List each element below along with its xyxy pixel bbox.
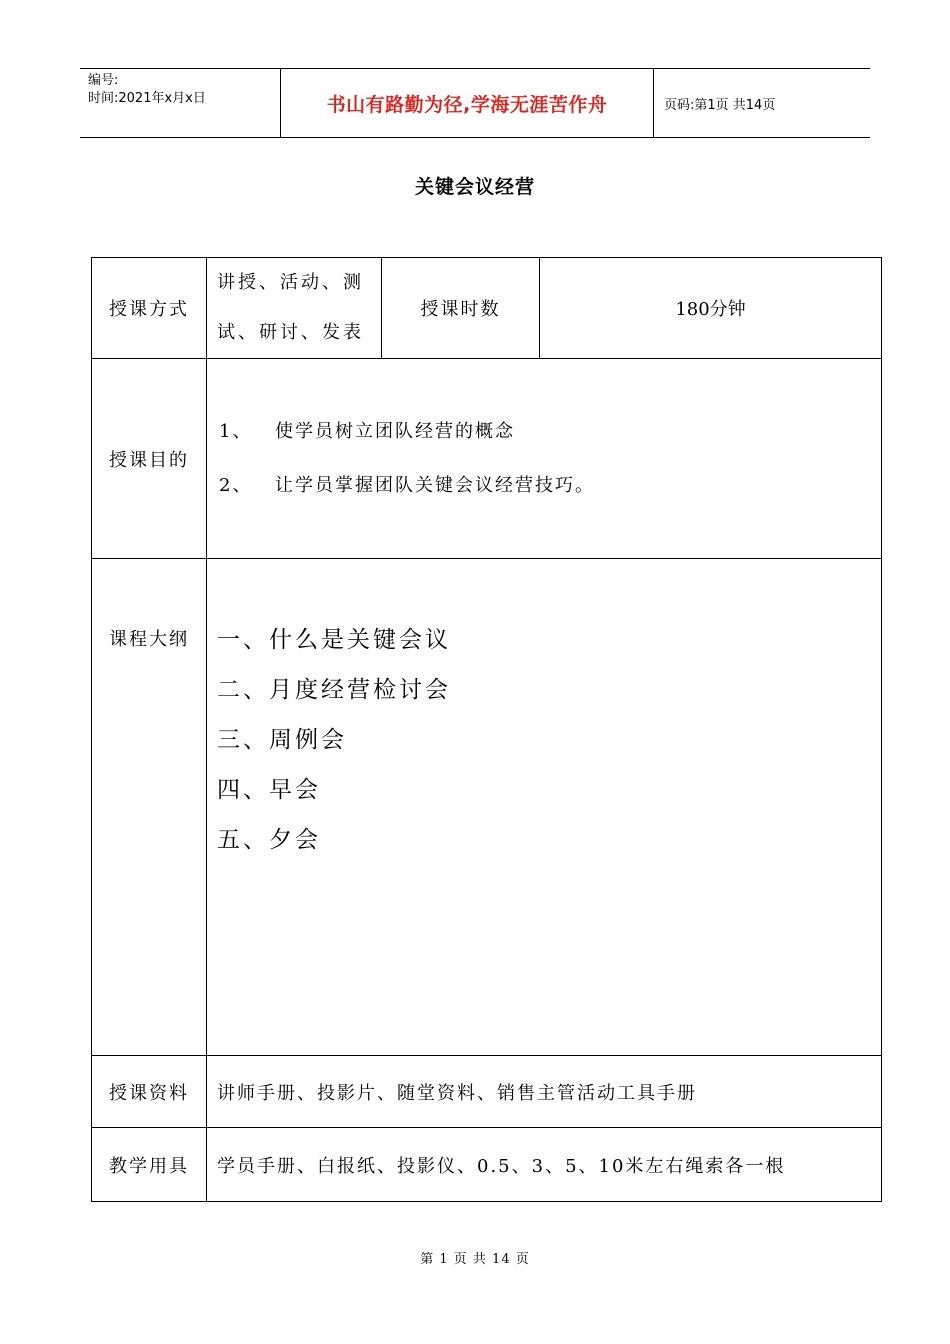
course-table xyxy=(91,257,882,1202)
list-item: 三、周例会 xyxy=(217,727,347,753)
tools-label: 教学用具 xyxy=(92,1128,207,1202)
page-header xyxy=(80,68,870,138)
table-row xyxy=(92,1056,882,1128)
materials-label: 授课资料 xyxy=(92,1056,207,1128)
hours-label: 授课时数 xyxy=(382,258,540,359)
method-value-line: 试、研讨、发表 xyxy=(217,322,364,343)
table-row xyxy=(92,258,882,359)
tools-value: 学员手册、白报纸、投影仪、0.5、3、5、10米左右绳索各一根 xyxy=(207,1128,882,1202)
list-item: 四、早会 xyxy=(217,777,321,803)
time-label: 时间:2021年x月x日 xyxy=(88,91,206,106)
header-page-info: 页码:第1页 共14页 xyxy=(664,97,776,113)
goal-label: 授课目的 xyxy=(92,359,207,559)
table-row xyxy=(92,359,882,559)
list-item: 一、什么是关键会议 xyxy=(217,627,451,653)
list-item: 1、 使学员树立团队经营的概念 xyxy=(219,420,515,442)
header-motto xyxy=(281,69,654,137)
table-row xyxy=(92,1128,882,1202)
page-title: 关键会议经营 xyxy=(414,176,535,198)
list-item: 二、月度经营检讨会 xyxy=(217,677,451,703)
outline-list xyxy=(207,559,882,1056)
table-row xyxy=(92,559,882,1056)
list-item: 2、 让学员掌握团队关键会议经营技巧。 xyxy=(219,474,595,496)
materials-value: 讲师手册、投影片、随堂资料、销售主管活动工具手册 xyxy=(207,1056,882,1128)
method-value-line: 讲授、活动、测 xyxy=(217,272,364,293)
goal-list xyxy=(207,359,882,559)
motto-text: 书山有路勤为径,学海无涯苦作舟 xyxy=(326,93,608,116)
method-value xyxy=(207,258,382,359)
page-footer: 第 1 页 共 14 页 xyxy=(420,1252,530,1267)
outline-label: 课程大纲 xyxy=(92,559,207,1056)
number-label: 编号: xyxy=(88,73,119,88)
hours-value: 180分钟 xyxy=(540,258,882,359)
header-meta xyxy=(80,69,281,137)
list-item: 五、夕会 xyxy=(217,827,321,853)
method-label: 授课方式 xyxy=(92,258,207,359)
